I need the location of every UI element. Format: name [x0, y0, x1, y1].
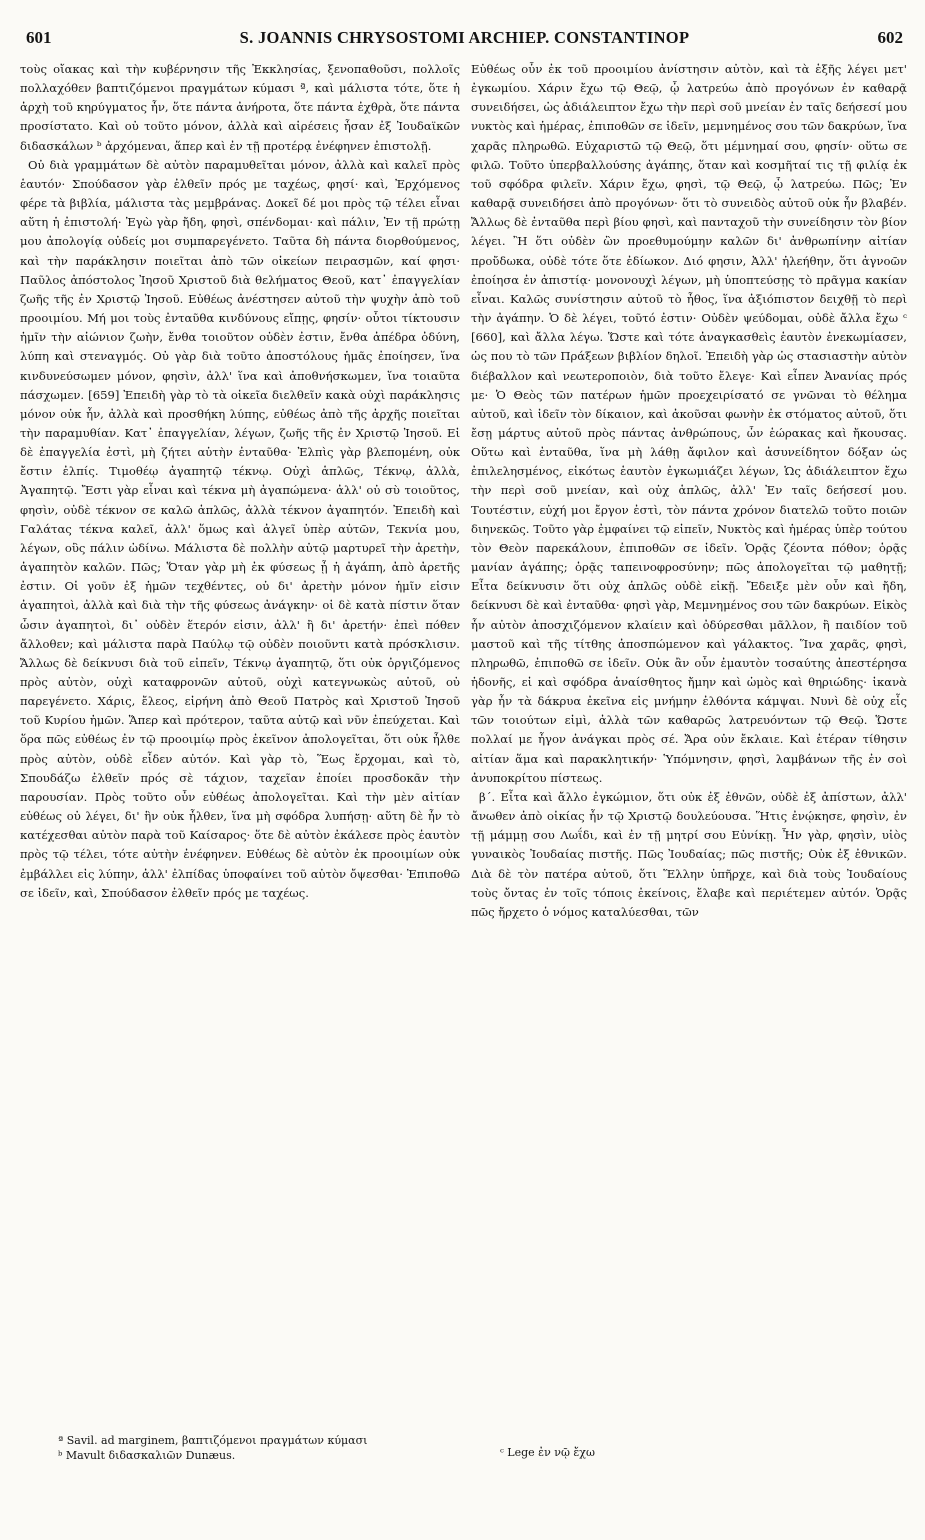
right-paragraph-1: Εὐθέως οὖν ἐκ τοῦ προοιμίου ἀνίστησιν αὐτὸν, καὶ τὰ ἑξῆς λέγει μετ' ἐγκωμίου. Χάριν ἔχω τῷ Θεῷ, ᾧ λατρεύω ἀπὸ προγόνων ἐν καθαρᾷ συνειδήσει, ὡς ἀδιάλειπτον ἔχω τὴν περὶ σοῦ μνείαν ἐν ταῖς δεήσεσί μου νυκτὸς καὶ ἡμέρας, ἐπιποθῶν σε ἰδεῖν, μεμνημένος σου τῶν δακρύων, ἵνα χαρᾶς πληρωθῶ. Εὐχαριστῶ τῷ Θεῷ, ὅτι μέμνημαί σου, φησίν· οὕτω σε φιλῶ. Τοῦτο ὑπερβαλλούσης ἀγάπης, ὅταν καὶ κοσμῆταί τις τῇ φιλίᾳ ἐκ τοῦ σφόδρα φιλεῖν. Χάριν ἔχω, φησὶ, τῷ Θεῷ, ᾧ λατρεύω. Πῶς; Ἐν καθαρᾷ συνειδήσει ἀπὸ προγόνων· ὅτι τὸ συνειδὸς αὐτοῦ οὐκ ἦν βλαβέν. Ἄλλως δὲ ἐνταῦθα περὶ βίου φησὶ, καὶ πανταχοῦ τὴν συνείδησιν τὸν βίον λέγει. Ἢ ὅτι οὐδὲν ὢν προεθυμούμην καλῶν δι' ἀνθρωπίνην αἰτίαν προὔδωκα, οὐδὲ τότε ὅτε ἐδίωκον. Διό φησιν, Ἀλλ' ἠλεήθην, ὅτι ἀγνοῶν ἐποίησα ἐν ἀπιστίᾳ· μονονουχὶ λέγων, μὴ ὑποπτεύσῃς τὸ πρᾶγμα κακίαν εἶναι. Καλῶς συνίστησιν αὐτοῦ τὸ ἦθος, ἵνα ἀξιόπιστον δειχθῇ τὸ περὶ τὴν ἀγάπην. Ὁ δὲ λέγει, τοῦτό ἐστιν· Οὐδὲν ψεύδομαι, οὐδὲ ἄλλα ἔχω ᶜ [660], καὶ ἄλλα λέγω. Ὥστε καὶ τότε ἀναγκασθεὶς ἑαυτὸν ἐνεκωμίασεν, ὡς που τὸ τῶν Πράξεων βιβλίον δηλοῖ. Ἐπειδὴ γὰρ ὡς στασιαστὴν αὐτὸν διέβαλλον καὶ νεωτεροποιὸν, διὰ τοῦτο ἔλεγε· Καὶ εἶπεν Ἀνανίας πρός με· Ὁ Θεὸς τῶν πατέρων ἡμῶν προεχειρίσατό σε γνῶναι τὸ θέλημα αὐτοῦ, καὶ ἰδεῖν τὸν δίκαιον, καὶ ἀκοῦσαι φωνὴν ἐκ στόματος αὐτοῦ, ὅτι ἔσῃ μάρτυς αὐτοῦ πρὸς πάντας ἀνθρώπους, ὧν ἑώρακας καὶ ἤκουσας. Οὕτω καὶ ἐνταῦθα, ἵνα μὴ λάθῃ ἄφιλον καὶ ἀσυνείδητον δόξαν ὡς ἐπιλελησμένος, εἰκότως ἑαυτὸν ἐγκωμιάζει λέγων, Ὡς ἀδιάλειπτον ἔχω τὴν περὶ σοῦ μνείαν, καὶ οὐχ ἁπλῶς, ἀλλ' Ἐν ταῖς δεήσεσί μου. Τουτέστιν, εὐχή μοι ἔργον ἐστὶ, τὸν πάντα χρόνον διατελῶ τοῦτο ποιῶν διηνεκῶς. Τοῦτο γὰρ ἐμφαίνει τῷ εἰπεῖν, Νυκτὸς καὶ ἡμέρας ὑπὲρ τούτου τὸν Θεὸν παρεκάλουν, ἐπιποθῶν σε ἰδεῖν. Ὁρᾷς ζέοντα πόθον; ὁρᾷς μανίαν ἀγάπης; ὁρᾷς ταπεινοφροσύνην; πῶς ἀπολογεῖται τῷ μαθητῇ; Εἶτα δείκνυσιν ὅτι οὐχ ἁπλῶς οὐδὲ εἰκῇ. Ἔδειξε μὲν οὖν καὶ ἤδη, δείκνυσι δὲ καὶ ἐνταῦθα· φησὶ γὰρ, Μεμνημένος σου τῶν δακρύων. Εἰκὸς ἦν αὐτὸν ἀποσχιζόμενον κλαίειν καὶ ὀδύρεσθαι μᾶλλον, ἢ παιδίον τοῦ μαστοῦ καὶ τῆς τίτθης ἀποσπώμενον καὶ γάλακτος. Ἵνα χαρᾶς, φησὶ, πληρωθῶ, ἐπιποθῶ σε ἰδεῖν. Οὐκ ἂν οὖν ἐμαυτὸν τοσαύτης ἀπεστέρησα ἡδονῆς, εἰ καὶ σφόδρα ἀναίσθητος ἤμην καὶ ὠμὸς καὶ θηριώδης· ἱκανὰ γὰρ ἦν τὰ δάκρυα ἐκεῖνα εἰς μνήμην ἐλθόντα κάμψαι. Νυνὶ δὲ οὐχ εἷς τῶν τοιούτων εἰμὶ, ἀλλὰ τῶν καθαρῶς λατρευόντων τῷ Θεῷ. Ὥστε πολλαί με ἦγον ἀνάγκαι πρὸς σέ. Ἄρα οὐν ἔκλαιε. Καὶ ἑτέραν τίθησιν αἰτίαν ἅμα καὶ παρακλητικήν· Ὑπόμνησιν, φησὶ, λαμβάνων τῆς ἐν σοὶ ἀνυποκρίτου πίστεως. [471, 62, 907, 785]
page-header [26, 28, 903, 54]
footnotes-right [500, 1445, 595, 1460]
page-number-left: 601 [26, 28, 52, 47]
left-paragraph-2: Οὐ διὰ γραμμάτων δὲ αὐτὸν παραμυθεῖται μόνον, ἀλλὰ καὶ καλεῖ πρὸς ἑαυτόν· Σπούδασον γὰρ ἐλθεῖν πρός με ταχέως, φησί· καὶ, Ἐρχόμενος φέρε τὰ βιβλία, μάλιστα τὰς μεμβράνας. Δοκεῖ δέ μοι πρὸς τῷ τέλει εἶναι αὕτη ἡ ἐπιστολή· Ἐγὼ γὰρ ἤδη, φησὶ, σπένδομαι· καὶ πάλιν, Ἐν τῇ πρώτῃ μου ἀπολογίᾳ οὐδείς μοι συμπαρεγένετο. Ταῦτα δὴ πάντα διορθούμενος, καὶ τὴν παράκλησιν ποιεῖται ἀπὸ τῶν οἰκείων πειρασμῶν, καί φησι· Παῦλος ἀπόστολος Ἰησοῦ Χριστοῦ διὰ θελήματος Θεοῦ, κατ᾿ ἐπαγγελίαν ζωῆς τῆς ἐν Χριστῷ Ἰησοῦ. Εὐθέως ἀνέστησεν αὐτοῦ τὴν ψυχὴν ἀπὸ τοῦ προοιμίου. Μή μοι τοὺς ἐνταῦθα κινδύνους εἴπῃς, φησίν· οὗτοι τίκτουσιν ἡμῖν τὴν αἰώνιον ζωὴν, ἔνθα τοιοῦτον οὐδὲν ἐστιν, ἔνθα ἀπέδρα ὀδύνη, λύπη καὶ στεναγμός. Οὐ γὰρ διὰ τοῦτο ἀποστόλους ἡμᾶς ἐποίησεν, ἵνα κινδυνεύσωμεν μόνον, φησὶν, ἀλλ' ἵνα καὶ ἀποθνήσκωμεν, ἵνα τοιαῦτα πάσχωμεν. [659] Ἐπειδὴ γὰρ τὸ τὰ οἰκεῖα διελθεῖν κακὰ οὐχὶ παράκλησις μόνον οὐκ ἦν, ἀλλὰ καὶ προσθήκη λύπης, εὐθέως ἀπὸ τῆς ἀρχῆς ποιεῖται τὴν παραμυθίαν. Κατ᾿ ἐπαγγελίαν, λέγων, ζωῆς τῆς ἐν Χριστῷ Ἰησοῦ. Εἰ δὲ ἐπαγγελία ἐστὶ, μὴ ζήτει αὐτὴν ἐνταῦθα· Ἐλπὶς γὰρ βλεπομένη, οὐκ ἔστιν ἐλπίς. Τιμοθέῳ ἀγαπητῷ τέκνῳ. Οὐχὶ ἁπλῶς, Τέκνῳ, ἀλλὰ, Ἀγαπητῷ. Ἔστι γὰρ εἶναι καὶ τέκνα μὴ ἀγαπώμενα· ἀλλ' οὐ σὺ τοιοῦτος, φησὶν, οὐδὲ τέκνον σε καλῶ ἁπλῶς, ἀλλὰ τέκνον ἀγαπητόν. Ἐπειδὴ καὶ Γαλάτας τέκνα καλεῖ, ἀλλ' ὅμως καὶ ἀλγεῖ ὑπὲρ αὐτῶν, Τεκνία μου, λέγων, οὓς πάλιν ὠδίνω. Μάλιστα δὲ πολλὴν αὐτῷ μαρτυρεῖ τὴν ἀρετὴν, ἀγαπητὸν καλῶν. Πῶς; Ὅταν γὰρ μὴ ἐκ φύσεως ᾖ ἡ ἀγάπη, ἀπὸ ἀρετῆς ἐστιν. Οἱ γοῦν ἐξ ἡμῶν τεχθέντες, οὐ δι' ἀρετὴν μόνον ἡμῖν εἰσιν ἀγαπητοὶ, ἀλλὰ καὶ διὰ τὴν τῆς φύσεως ἀνάγκην· οἱ δὲ κατὰ πίστιν ὅταν ὦσιν ἀγαπητοὶ, δι᾿ οὐδὲν ἕτερόν εἰσιν, ἀλλ' ἢ δι' ἀρετήν· ἐπεὶ πόθεν ἄλλοθεν; καὶ μάλιστα παρὰ Παύλῳ τῷ οὐδὲν ποιοῦντι κατὰ πρόσκλισιν. Ἄλλως δὲ δείκνυσι διὰ τοῦ εἰπεῖν, Τέκνῳ ἀγαπητῷ, ὅτι οὐκ ὀργιζόμενος πρὸς αὐτὸν, οὐχὶ καταφρονῶν αὐτοῦ, οὐχὶ κατεγνωκὼς αὐτοῦ, οὐ παρεγένετο. Χάρις, ἔλεος, εἰρήνη ἀπὸ Θεοῦ Πατρὸς καὶ Χριστοῦ Ἰησοῦ τοῦ Κυρίου ἡμῶν. Ἅπερ καὶ πρότερον, ταῦτα αὐτῷ καὶ νῦν ἐπεύχεται. Καὶ ὅρα πῶς εὐθέως ἐν τῷ προοιμίῳ πρὸς ἐκεῖνον ἀπολογεῖται, ὅτι οὐκ ἦλθε πρὸς αὐτὸν, οὐδὲ εἶδεν αὐτόν. Καὶ γὰρ τὸ, Ἕως ἔρχομαι, καὶ τὸ, Σπουδάζω ἐλθεῖν πρός σὲ τάχιον, ταχεῖαν ἐποίει προσδοκᾶν τὴν παρουσίαν. Πρὸς τοῦτο οὖν εὐθέως ἀπολογεῖται. Καὶ τὴν μὲν αἰτίαν εὐθέως οὐ λέγει, δι' ἣν οὐκ ἦλθεν, ἵνα μὴ σφόδρα λυπήσῃ· αὕτη δὲ ἦν τὸ κατέχεσθαι αὐτὸν παρὰ τοῦ Καίσαρος· ὅτε δὲ αὐτὸν ἐκάλεσε πρὸς ἑαυτὸν πρὸς τῷ τέλει, τότε αὐτὴν ἐνέφηνεν. Εὐθέως δὲ αὐτὸν ἐκ προοιμίων οὐκ ἐμβάλλει εἰς λύπην, ἀλλ' ἐλπίδας ὑποφαίνει τοῦ αὐτὸν ὄψεσθαι· Ἐπιποθῶ σε ἰδεῖν, καὶ, Σπούδασον ἐλθεῖν πρός με ταχέως. [20, 157, 460, 900]
left-paragraph-1: τοὺς οἴακας καὶ τὴν κυβέρνησιν τῆς Ἐκκλησίας, ξενοπαθοῦσι, πολλοῖς πολλαχόθεν βαπτιζόμενοι πραγμάτων κύμασι ª, καὶ μάλιστα τότε, ὅτε ἡ ἀρχὴ τοῦ κηρύγματος ἦν, ὅτε πάντα ἀνήροτα, ὅτε πάντα ἐχθρὰ, ὅτε πάντα προσίστατο. Καὶ οὐ τοῦτο μόνον, ἀλλὰ καὶ αἱρέσεις ἦσαν ἐξ Ἰουδαϊκῶν διδασκάλων ᵇ ἀρχόμεναι, ἅπερ καὶ ἐν τῇ προτέρᾳ ἐνέφηνεν ἐπιστολῇ. [20, 62, 460, 153]
page-number-right: 602 [877, 28, 903, 47]
footnotes-left [58, 1433, 367, 1463]
left-column [20, 60, 460, 903]
footnote-b: ᵇ Mavult διδασκαλιῶν Dunæus. [58, 1449, 236, 1462]
right-paragraph-2: β΄. Εἶτα καὶ ἄλλο ἐγκώμιον, ὅτι οὐκ ἐξ ἐθνῶν, οὐδὲ ἐξ ἀπίστων, ἀλλ' ἄνωθεν ἀπὸ οἰκίας ἦν τῷ Χριστῷ δουλεύουσα. Ἥτις ἐνῴκησε, φησὶν, ἐν τῇ μάμμῃ σου Λωΐδι, καὶ ἐν τῇ μητρί σου Εὐνίκῃ. Ἦν γὰρ, φησὶν, υἱὸς γυναικὸς Ἰουδαίας πιστῆς. Πῶς Ἰουδαίας; πῶς πιστῆς; Οὐκ ἐξ ἐθνικῶν. Διὰ δὲ τὸν πατέρα αὐτοῦ, ὅτι Ἕλλην ὑπῆρχε, καὶ διὰ τοὺς Ἰουδαίους τοὺς ὄντας ἐν τοῖς τόποις ἐκείνοις, ἔλαβε καὶ περιέτεμεν αὐτόν. Ὁρᾷς πῶς ἤρχετο ὁ νόμος καταλύεσθαι, τῶν [471, 789, 907, 919]
footnote-a: ª Savil. ad marginem, βαπτιζόμενοι πραγμάτων κύμασι [58, 1434, 368, 1447]
running-title: S. JOANNIS CHRYSOSTOMI ARCHIEP. CONSTANTINOP [239, 28, 690, 47]
right-column [471, 60, 907, 922]
footnote-c: ᶜ Lege ἐν νῷ ἔχω [500, 1446, 595, 1459]
